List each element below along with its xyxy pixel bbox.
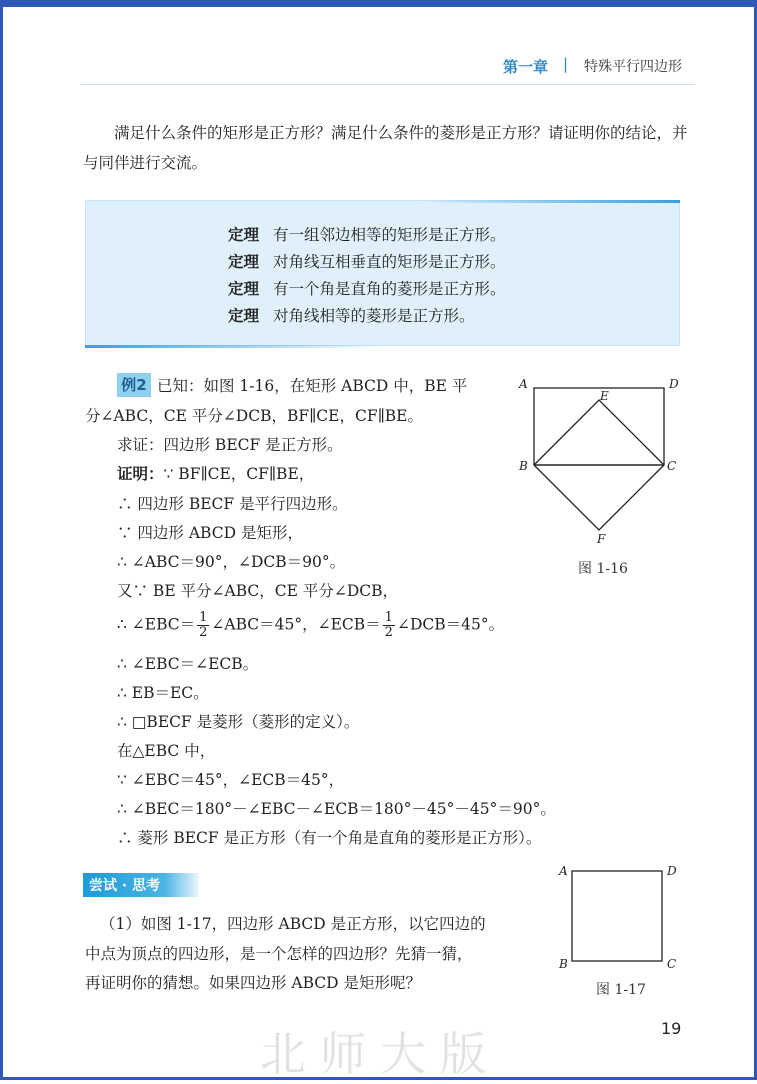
fraction-denominator: 2 bbox=[384, 625, 393, 640]
figure-1-16-caption: 图 1-16 bbox=[578, 561, 628, 577]
theorem-text: 对角线相等的菱形是正方形。 bbox=[273, 307, 475, 325]
theorem-1 bbox=[228, 223, 506, 245]
fig17-label-b: B bbox=[559, 957, 568, 971]
fig17-label-d: D bbox=[667, 864, 677, 878]
intro-paragraph: 满足什么条件的矩形是正方形？满足什么条件的菱形是正方形？请证明你的结论，并与同伴进行交流。 bbox=[83, 124, 688, 172]
proof-line-0 bbox=[117, 462, 314, 484]
theorem-text: 对角线互相垂直的矩形是正方形。 bbox=[273, 253, 506, 271]
fig16-label-c: C bbox=[667, 459, 677, 473]
given-line-2: 分∠ABC，CE 平分∠DCB，BF∥CE，CF∥BE。 bbox=[85, 407, 423, 425]
chapter-label: 第一章 bbox=[503, 58, 549, 76]
example-badge: 例2 bbox=[117, 373, 151, 397]
header-rule bbox=[80, 84, 695, 85]
page-top-border bbox=[0, 0, 757, 7]
fraction-denominator: 2 bbox=[199, 625, 208, 640]
proof-line-2: ∵ 四边形 ABCD 是矩形， bbox=[117, 524, 303, 542]
theorem-text: 有一组邻边相等的矩形是正方形。 bbox=[273, 226, 506, 244]
given-line-1: 已知：如图 1-16，在矩形 ABCD 中，BE 平 bbox=[157, 377, 468, 395]
proof-label: 证明： bbox=[117, 465, 164, 483]
proof-line-8: ∴ □BECF 是菱形（菱形的定义）。 bbox=[117, 713, 360, 731]
try-line-3: 再证明你的猜想。如果四边形 ABCD 是矩形呢？ bbox=[85, 974, 422, 992]
figure-1-17 bbox=[560, 862, 670, 972]
section-title: 特殊平行四边形 bbox=[584, 59, 682, 75]
box-bottom-accent bbox=[85, 345, 385, 348]
fig16-label-f: F bbox=[597, 532, 606, 546]
theorem-text: 有一个角是直角的菱形是正方形。 bbox=[273, 280, 506, 298]
try-think-title: 尝试 · 思考 bbox=[89, 878, 161, 894]
publisher-watermark: 北师大版 bbox=[260, 1027, 500, 1081]
proof-line-12: ∴ 菱形 BECF 是正方形（有一个角是直角的菱形是正方形）。 bbox=[117, 829, 542, 847]
theorem-keyword: 定理 bbox=[228, 253, 260, 271]
proof-line-11: ∴ ∠BEC＝180°－∠EBC－∠ECB＝180°－45°－45°＝90°。 bbox=[117, 800, 556, 818]
triangle-bfc bbox=[534, 465, 664, 530]
proof-step: ∵ BF∥CE，CF∥BE， bbox=[163, 465, 315, 483]
try-line-1: （1）如图 1-17，四边形 ABCD 是正方形，以它四边的 bbox=[100, 915, 486, 933]
header-separator: | bbox=[563, 55, 569, 73]
page-number: 19 bbox=[661, 1019, 682, 1038]
theorem-2 bbox=[228, 250, 506, 272]
figure-1-17-caption: 图 1-17 bbox=[596, 982, 646, 998]
fig16-label-e: E bbox=[600, 389, 609, 403]
square-abcd bbox=[572, 871, 662, 961]
proof-line-1: ∴ 四边形 BECF 是平行四边形。 bbox=[117, 495, 348, 513]
proof-line-7: ∴ EB＝EC。 bbox=[117, 684, 209, 702]
theorem-box bbox=[85, 200, 680, 346]
fig16-label-a: A bbox=[519, 377, 528, 391]
proof-line-5 bbox=[117, 611, 504, 640]
theorem-4 bbox=[228, 304, 475, 326]
try-think-banner bbox=[83, 873, 199, 897]
proof-line-4: 又∵ BE 平分∠ABC，CE 平分∠DCB， bbox=[117, 582, 399, 600]
frac-line-prefix: ∴ ∠EBC＝ bbox=[117, 615, 196, 634]
try-line-2: 中点为顶点的四边形，是一个怎样的四边形？先猜一猜， bbox=[85, 945, 473, 963]
fraction-half bbox=[197, 611, 209, 640]
frac-line-suffix: ∠DCB＝45°。 bbox=[396, 615, 505, 634]
frac-line-mid: ∠ABC＝45°，∠ECB＝ bbox=[211, 615, 381, 634]
fraction-half bbox=[383, 611, 395, 640]
theorem-keyword: 定理 bbox=[228, 307, 260, 325]
running-header bbox=[0, 48, 757, 88]
fig16-label-d: D bbox=[669, 377, 679, 391]
fraction-numerator: 1 bbox=[199, 610, 208, 625]
theorem-keyword: 定理 bbox=[228, 280, 260, 298]
proof-line-6: ∴ ∠EBC＝∠ECB。 bbox=[117, 655, 259, 673]
triangle-bec bbox=[534, 400, 664, 465]
theorem-keyword: 定理 bbox=[228, 226, 260, 244]
proof-line-3: ∴ ∠ABC＝90°，∠DCB＝90°。 bbox=[117, 553, 346, 571]
proof-line-9: 在△EBC 中， bbox=[117, 742, 216, 760]
box-top-accent bbox=[420, 200, 680, 203]
fig17-label-a: A bbox=[559, 864, 568, 878]
fig16-label-b: B bbox=[519, 459, 528, 473]
prove-statement: 求证：四边形 BECF 是正方形。 bbox=[117, 436, 343, 454]
theorem-3 bbox=[228, 277, 506, 299]
fraction-numerator: 1 bbox=[384, 610, 393, 625]
proof-line-10: ∵ ∠EBC＝45°，∠ECB＝45°， bbox=[117, 771, 345, 789]
fig17-label-c: C bbox=[667, 957, 677, 971]
